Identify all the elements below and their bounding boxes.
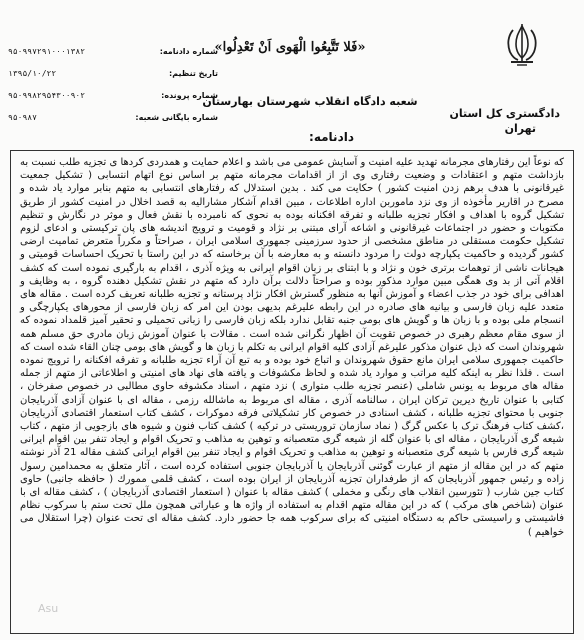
verdict-body-text: که نوعاً این رفتارهای مجرمانه تهدید علیه امنیت و آسایش عمومی می باشد و اعلام حمایت و همدردی کردها ی تجزیه طلب نسبت به بازداشت متهم و اعتقادات و وضعیت رفتاری وی از از اقدامات مجرمانه متهم بر اساس نوع اتهام انتسابی ( تشکیل جمعیت غیرقانونی با هدف برهم زدن امنیت کشور ) حکایت می کند . بدین استدلال که رفتارهای انتسابی به متهم بنابر موارد یاد شده و مصرح در اقاریر مأخوذه از وی نزد ماموربن اداره اطلاعات ، مبین اقدام آشکار مشارالیه به قصد اخلال در امنیت کشور از طریق تشکیل گروه با اهداف و افکار تجزیه طلبانه و تفرقه افکنانه بوده به نحوی که نامبرده با نقش فعال و موثر در نگارش و تنظیم مکتوبات و حضور در اجتماعات غیرقانونی و اشاعه آرای مبتنی بر نژاد و قومیت و ترویج اندیشه های پان ترکیستی و ادعای لزوم تشکیل حکومت مستقلی در مناطق مشخصی از حدود سرزمینی جمهوری اسلامی ایران ، صراحتاً و مکرراً متعرض تمامیت ارضی کشور گردیده و حاکمیت یکپارچه دولت را مردود دانسته و به معارضه با آن برخاسته که در این راستا با تحریک احساسات قومیتی و هیجانات ناشی از توهمات برتری خون و نژاد و با ابتنای بر زبان اقوام ایرانی به ویژه آذری ، اقدام به بارگیری نموده است که کشف اقلام آتی از بد وی همگی مبین موارد مذکور بوده و صراحتاً دلالت برآن دارد که متهم در نقش تشکیل دهنده گروه ، به وظایف و اهدافی برای خود در جذب اعضاء و آموزش آنها به منظور گسترش افکار نژاد پرستانه و تجزیه طلبانه تعریف کرده است . مقاله های متعدد علیه زبان فارسی و بیانیه های صادره در این رابطه علیرغم بدیهی بودن این امر که زبان فارسی از محورهای یکپارچگی و انسجام ملی بوده و با زبان ها و گویش های بومی جنبه تقابل ندارد بلکه زبان فارسی را زبانی تحمیلی و تحقیر آمیز قلمداد نموده که از سوی مقام معظم رهبری در خصوص تقویت آن اظهار نگرانی شده است . مقالات با عنوان آموزش زبان مادری حق مسلم همه شهروندان است که ذیل عنوان مذکور علیرغم آزادی کلیه اقوام ایرانی به تکلم با زبان ها و گویش های بومی چنان القاء شده است که حاکمیت جمهوری سلامی ایران مانع حقوق شهروندان و اتباع خود بوده و به تبع آن آراء تجزیه طلبانه و تفرقه افکنانه را ترویج نموده است . فلذا نظر به اینکه کلیه مراتب و موارد یاد شده و لحاظ مکشوفات و یافته های نهاد های امنیتی و اطلاعاتی از متهم از جمله مقاله های مربوط به یونس شاملی (عنصر تجزیه طلب متواری ) نزد متهم ، اسناد مکشوفه حاوی مطالبی در خصوص صفرخان ، کتابی با عنوان تاریخ دیرین ترکان ایران ، سالنامه آذری ، مقاله ای مربوط به ماشالله رزمی ، مقاله ای با عنوان آزادی آذربایجان جنوبی با محتوای تجزیه طلبانه ، کشف اسنادی در خصوص کار تشکیلاتی فرقه دموکرات ، کشف کتاب استعمار اقتصادی آذربایجان ،کشف کتاب فرهنگ ترک با عکس گرگ ( نماد سازمان تروریستی در ترکیه ) کشف کتاب فنون و شیوه های بازجویی از متهم ، کتاب شیعه گری آذربایجان ، مقاله ای با عنوان گله از شیعه گری متعصبانه و توهین به مذاهب و تحریک اقوام و ایجاد تنفر بین اقوام ایرانی شیعه گری فارس با شیعه گری متعصبانه و توهین به مذاهب و تحریک اقوام و ایجاد تنفر بین اقوام ایرانی کشف مقاله 21 آذر نوشته متهم که در این مقاله از متهم از عبارت گوئنی آذربایجان یا آذربایجان جنوبی استفاده کرده است ، آثار متعلق به محمدامین رسول زاده و رئیس جمهور آذربایجان که از طرفداران تجزیه آذربایجان از ایران بوده است ، کشف قلمی ممورك ( حافظه جانبی) حاوی کتاب جین شارب ( تئورسین انقلاب های رنگی و مخملی ) کشف مقاله با عنوان ( استعمار اقتصادی آذربایجان ) ، کشف مقاله ای با عنوان (شاخص های مرکب ) که در این مقاله متهم اقدام به استفاده از واژه ها و عباراتی همچون ملل تحت ستم با سرکوب نظام فاشیستی و راسیستی حاکم به دستگاه امنیتی که برای سرکوب همه جا حضور دارد. کشف مقاله ای تحت عنوان (چرا استقلال می خواهیم )	[20, 157, 565, 538]
verdict-number-label: شماره دادنامه:	[159, 46, 218, 56]
org-line-2: تهران	[504, 122, 536, 135]
verdict-body-box	[10, 150, 574, 634]
meta-row	[8, 84, 218, 106]
meta-row	[8, 106, 218, 128]
archive-number-value: ۹۵۰۹۸۷	[8, 112, 37, 122]
archive-number-label: شماره بایگانی شعبه:	[135, 112, 218, 122]
motto: «فَلا تَتَّبِعُوا الْهَوی اَنْ تَعْدِلُوا»	[214, 40, 366, 55]
issue-date-label: تاریخ تنظیم:	[169, 68, 218, 78]
iran-emblem-icon	[502, 22, 542, 68]
issue-date-value: ۱۳۹۵/۱۰/۲۲	[8, 68, 57, 78]
org-line-1: دادگستری کل استان	[449, 107, 560, 120]
case-number-label: شماره پرونده:	[161, 90, 218, 100]
document-header	[0, 0, 584, 148]
case-number-value: ۹۵۰۹۹۸۲۹۵۴۳۰۰۹۰۲	[8, 90, 86, 100]
verdict-label: دادنامه:	[309, 130, 354, 144]
verdict-number-value: ۹۵۰۹۹۷۲۹۱۰۰۰۱۳۸۲	[8, 46, 86, 56]
meta-row	[8, 62, 218, 84]
meta-row	[8, 40, 218, 62]
watermark: Asu	[38, 602, 59, 615]
document-metadata	[8, 40, 218, 128]
court-title: شعبه دادگاه انقلاب شهرستان بهارستان	[202, 95, 418, 108]
organization-name	[450, 106, 560, 136]
